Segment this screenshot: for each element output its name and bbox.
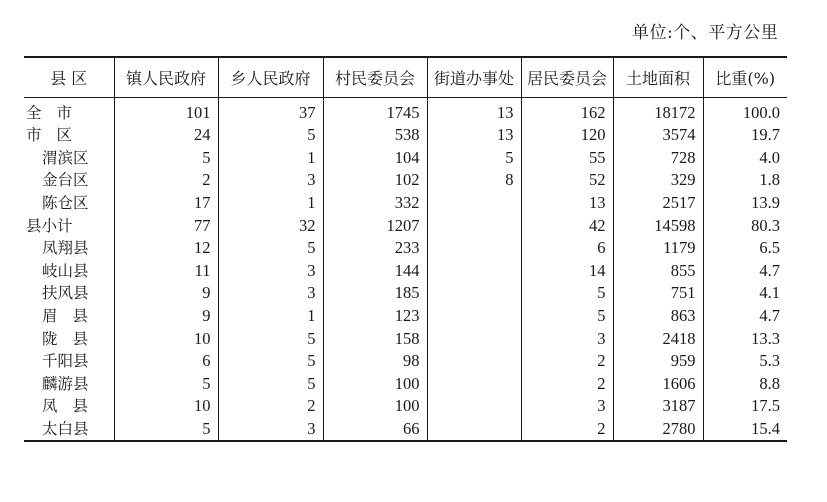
- street-offices-cell: [427, 395, 521, 418]
- street-offices-cell: [427, 305, 521, 328]
- land-area-cell: 14598: [613, 214, 703, 237]
- land-area-cell: 329: [613, 169, 703, 192]
- district-name: 麟游县: [42, 374, 89, 393]
- townships-cell: 5: [218, 373, 323, 396]
- resident-committees-cell: 55: [521, 147, 613, 170]
- resident-committees-cell: 14: [521, 260, 613, 283]
- share-cell: 17.5: [703, 395, 787, 418]
- townships-cell: 1: [218, 147, 323, 170]
- share-cell: 15.4: [703, 418, 787, 441]
- land-area-cell: 863: [613, 305, 703, 328]
- district-name: 全市: [26, 104, 88, 122]
- resident-committees-cell: 2: [521, 418, 613, 441]
- share-cell: 4.0: [703, 147, 787, 170]
- district-name: 渭滨区: [42, 148, 89, 167]
- towns-cell: 24: [114, 124, 218, 147]
- street-offices-cell: [427, 418, 521, 441]
- land-area-cell: 959: [613, 350, 703, 373]
- resident-committees-cell: 42: [521, 214, 613, 237]
- district-name: 市区: [26, 126, 88, 145]
- table-row: [24, 214, 787, 237]
- header-row: [24, 57, 787, 98]
- district-name-cell: [24, 124, 114, 147]
- townships-cell: 1: [218, 305, 323, 328]
- towns-cell: 11: [114, 260, 218, 283]
- towns-cell: 10: [114, 395, 218, 418]
- table-row: [24, 395, 787, 418]
- resident-committees-cell: 162: [521, 98, 613, 125]
- street-offices-cell: [427, 327, 521, 350]
- village-committees-cell: 332: [323, 192, 427, 215]
- resident-committees-cell: 3: [521, 327, 613, 350]
- towns-cell: 17: [114, 192, 218, 215]
- district-name-cell: [24, 169, 114, 192]
- village-committees-cell: 233: [323, 237, 427, 260]
- village-committees-cell: 144: [323, 260, 427, 283]
- header-district: 县 区: [50, 69, 88, 88]
- share-cell: 80.3: [703, 214, 787, 237]
- table-row: [24, 147, 787, 170]
- resident-committees-cell: 6: [521, 237, 613, 260]
- table-row: [24, 237, 787, 260]
- table-row: [24, 192, 787, 215]
- table-row: [24, 282, 787, 305]
- district-name-cell: [24, 147, 114, 170]
- street-offices-cell: [427, 282, 521, 305]
- towns-cell: 5: [114, 373, 218, 396]
- share-cell: 100.0: [703, 98, 787, 125]
- resident-committees-cell: 120: [521, 124, 613, 147]
- village-committees-cell: 1207: [323, 214, 427, 237]
- district-name: 眉县: [42, 307, 104, 326]
- street-offices-cell: [427, 373, 521, 396]
- village-committees-cell: 104: [323, 147, 427, 170]
- table-row: [24, 124, 787, 147]
- district-name: 岐山县: [42, 261, 89, 280]
- district-name-cell: [24, 98, 114, 125]
- townships-cell: 5: [218, 237, 323, 260]
- towns-cell: 9: [114, 282, 218, 305]
- resident-committees-cell: 5: [521, 282, 613, 305]
- share-cell: 4.7: [703, 260, 787, 283]
- resident-committees-cell: 3: [521, 395, 613, 418]
- table-row: [24, 260, 787, 283]
- street-offices-cell: [427, 350, 521, 373]
- towns-cell: 12: [114, 237, 218, 260]
- street-offices-cell: 5: [427, 147, 521, 170]
- street-offices-cell: 13: [427, 124, 521, 147]
- district-name: 千阳县: [42, 352, 89, 371]
- towns-cell: 10: [114, 327, 218, 350]
- village-committees-cell: 538: [323, 124, 427, 147]
- townships-cell: 5: [218, 124, 323, 147]
- district-name-cell: [24, 192, 114, 215]
- land-area-cell: 728: [613, 147, 703, 170]
- towns-cell: 9: [114, 305, 218, 328]
- towns-cell: 77: [114, 214, 218, 237]
- district-name-cell: [24, 305, 114, 328]
- street-offices-cell: [427, 260, 521, 283]
- townships-cell: 32: [218, 214, 323, 237]
- table-row: [24, 169, 787, 192]
- share-cell: 13.3: [703, 327, 787, 350]
- street-offices-cell: [427, 192, 521, 215]
- share-cell: 6.5: [703, 237, 787, 260]
- district-name-cell: [24, 282, 114, 305]
- towns-cell: 5: [114, 418, 218, 441]
- resident-committees-cell: 2: [521, 350, 613, 373]
- townships-cell: 2: [218, 395, 323, 418]
- townships-cell: 5: [218, 327, 323, 350]
- townships-cell: 1: [218, 192, 323, 215]
- village-committees-cell: 98: [323, 350, 427, 373]
- district-name: 陈仓区: [42, 194, 89, 213]
- street-offices-cell: 13: [427, 98, 521, 125]
- townships-cell: 5: [218, 350, 323, 373]
- land-area-cell: 18172: [613, 98, 703, 125]
- district-name: 凤县: [42, 397, 104, 416]
- townships-cell: 3: [218, 260, 323, 283]
- towns-cell: 101: [114, 98, 218, 125]
- district-name-cell: [24, 373, 114, 396]
- district-name: 凤翔县: [42, 239, 89, 258]
- land-area-cell: 3187: [613, 395, 703, 418]
- resident-committees-cell: 13: [521, 192, 613, 215]
- village-committees-cell: 102: [323, 169, 427, 192]
- table-row: [24, 305, 787, 328]
- resident-committees-cell: 2: [521, 373, 613, 396]
- townships-cell: 3: [218, 282, 323, 305]
- land-area-cell: 2780: [613, 418, 703, 441]
- land-area-cell: 1179: [613, 237, 703, 260]
- district-name-cell: [24, 214, 114, 237]
- townships-cell: 3: [218, 418, 323, 441]
- district-name-cell: [24, 350, 114, 373]
- village-committees-cell: 185: [323, 282, 427, 305]
- towns-cell: 6: [114, 350, 218, 373]
- village-committees-cell: 1745: [323, 98, 427, 125]
- district-name-cell: [24, 327, 114, 350]
- table-row: [24, 418, 787, 441]
- share-cell: 4.7: [703, 305, 787, 328]
- table-row: [24, 373, 787, 396]
- village-committees-cell: 123: [323, 305, 427, 328]
- district-name: 县小计: [26, 216, 73, 235]
- header-land-area: 土地面积: [613, 57, 703, 98]
- share-cell: 19.7: [703, 124, 787, 147]
- land-area-cell: 855: [613, 260, 703, 283]
- street-offices-cell: [427, 214, 521, 237]
- street-offices-cell: 8: [427, 169, 521, 192]
- share-cell: 4.1: [703, 282, 787, 305]
- district-name: 陇县: [42, 329, 104, 348]
- share-cell: 13.9: [703, 192, 787, 215]
- village-committees-cell: 100: [323, 373, 427, 396]
- street-offices-cell: [427, 237, 521, 260]
- header-resident-committees: 居民委员会: [521, 57, 613, 98]
- header-towns: 镇人民政府: [114, 57, 218, 98]
- header-street-offices: 街道办事处: [427, 57, 521, 98]
- district-name-cell: [24, 418, 114, 441]
- village-committees-cell: 100: [323, 395, 427, 418]
- district-name: 扶风县: [42, 284, 89, 303]
- land-area-cell: 1606: [613, 373, 703, 396]
- land-area-cell: 2517: [613, 192, 703, 215]
- towns-cell: 2: [114, 169, 218, 192]
- district-name-cell: [24, 395, 114, 418]
- resident-committees-cell: 5: [521, 305, 613, 328]
- table-body: [24, 98, 787, 441]
- land-area-cell: 751: [613, 282, 703, 305]
- land-area-cell: 3574: [613, 124, 703, 147]
- land-area-cell: 2418: [613, 327, 703, 350]
- towns-cell: 5: [114, 147, 218, 170]
- header-share: 比重(%): [703, 57, 787, 98]
- share-cell: 8.8: [703, 373, 787, 396]
- header-townships: 乡人民政府: [218, 57, 323, 98]
- table-row: [24, 327, 787, 350]
- share-cell: 5.3: [703, 350, 787, 373]
- header-village-committees: 村民委员会: [323, 57, 427, 98]
- resident-committees-cell: 52: [521, 169, 613, 192]
- table-row: [24, 98, 787, 125]
- district-name-cell: [24, 237, 114, 260]
- townships-cell: 37: [218, 98, 323, 125]
- village-committees-cell: 66: [323, 418, 427, 441]
- share-cell: 1.8: [703, 169, 787, 192]
- district-name: 金台区: [42, 171, 89, 190]
- district-name-cell: [24, 260, 114, 283]
- district-name: 太白县: [42, 419, 89, 438]
- table-row: [24, 350, 787, 373]
- statistics-table: [24, 56, 787, 442]
- table-header: [24, 57, 787, 98]
- village-committees-cell: 158: [323, 327, 427, 350]
- townships-cell: 3: [218, 169, 323, 192]
- unit-note: 单位:个、平方公里: [632, 23, 779, 43]
